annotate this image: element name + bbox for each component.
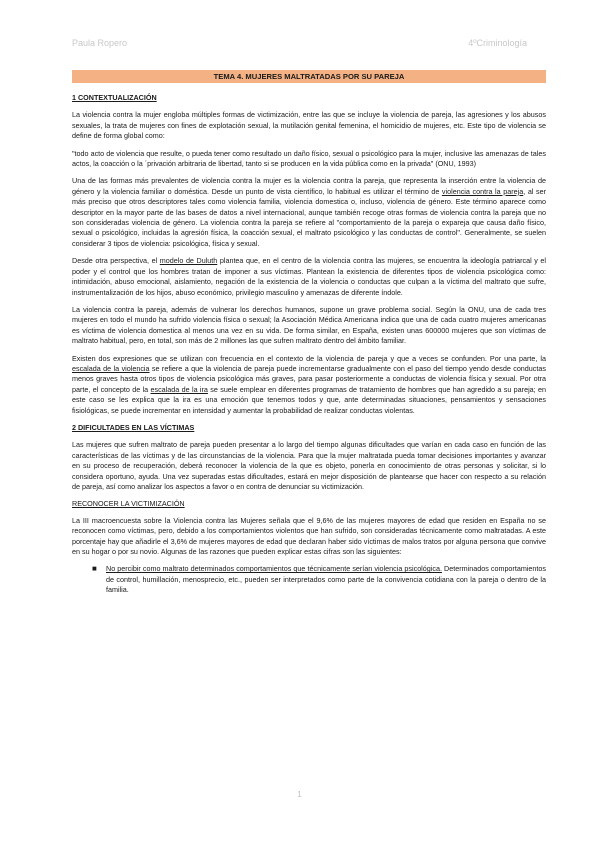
text-span: Una de las formas más prevalentes de violencia contra la mujer es la violencia contra la pareja, que representa la inserción entre la violencia de género y la violencia familiar o doméstica. Desde un punto de vista científico, lo habitual es utilizar el término de [72,176,546,196]
text-span: se suele emplear en diferentes programas de tratamiento de hombres que han agredido a su pareja; en este caso se les explica que la ira es una emoción que tenemos todos y que, ante determinadas situaciones, pensamientos y sensaciones fisiológicas, se puede incrementar en intensidad y aumentar la probabilidad de realizar conductas violentas. [72,384,547,415]
page-header [72,38,527,48]
section-heading-dificultades: 2 DIFICULTADES EN LAS VÍCTIMAS [72,422,195,432]
underlined-term: escalada de la violencia [72,363,150,373]
underlined-term: violencia contra la pareja [441,186,524,196]
text-span: Existen dos expresiones que se utilizan con frecuencia en el contexto de la violencia de pareja y que a veces se confunden. Por una parte, la [72,353,546,363]
paragraph [72,256,546,298]
text-span: plantea que, en el centro de la violencia contra las mujeres, se encuentra la ideología patriarcal y el poder y el control que los hombres tratan de imponer a sus víctimas. Plantean la existencia de diferentes tipos de violencia psicológica como: intimidación, abuso emocional, aislamiento, negación de la existencia de la violencia o conductas que culpan a la víctima del maltrato que sufre, instrumentalización de los hijos, abuso económico, privilegio masculino y amenazas de diferente índole. [72,256,547,297]
square-bullet-icon: ■ [92,564,97,574]
paragraph: La violencia contra la mujer engloba múltiples formas de victimización, entre las que se incluye la violencia de pareja, las agresiones y los abusos sexuales, la trata de mujeres con fines de explotación sexual, la mutilación genital femenina, el homicidio de mujeres, etc. Este tipo de violencia se define de forma global como: [72,110,546,141]
list-item [92,564,546,595]
document-body [72,70,546,596]
document-title: TEMA 4. MUJERES MALTRATADAS POR SU PAREJA [72,70,546,83]
text-span: , al ser más preciso que otros descriptores tales como violencia familia, violencia domestica o, incluso, violencia de género. Este término aparece como descriptor en la mayor parte de las bases de datos a nivel internacional, aunque también recoge otras formas de violencia contra la pareja que no son consideradas violencia de género. La violencia contra la pareja se refiere al "comportamiento de la pareja o expareja que causa daño físico, sexual o psicológico, incluidas la agresión física, la coacción sexual, el maltrato psicológico y las conductas de control". Generalmente, se suelen considerar 3 tipos de violencia: psicológica, física y sexual. [72,186,546,248]
header-author: Paula Ropero [72,38,128,48]
bullet-list [72,564,546,595]
paragraph [72,176,546,249]
paragraph: La violencia contra la pareja, además de vulnerar los derechos humanos, supone un grave problema social. Según la ONU, una de cada tres mujeres en todo el mundo ha sufrido violencia física o sexual; la Asociación Médica Americana indica que una de cada cuatro mujeres americanas es víctima de violencia domestica al menos una vez en su vida. De forma similar, en España, existen unas 600000 mujeres que son víctimas de maltrato habitual, pero, en total, son más de 2 millones las que sufren maltrato dentro del ámbito familiar. [72,304,546,346]
paragraph: La III macroencuesta sobre la Violencia contra las Mujeres señala que el 9,6% de las mujeres mayores de edad que residen en España no se reconocen como víctimas, pero, debido a los comportamientos violentos que han sufrido, son consideradas técnicamente como maltratadas. A este porcentaje hay que añadirle el 3,6% de mujeres mayores de edad que declaran haber sido víctimas de malos tratos por alguna persona que convive en su hogar o por su novio. Algunas de las razones que pueden explicar estas cifras son las siguientes: [72,515,546,557]
paragraph: Las mujeres que sufren maltrato de pareja pueden presentar a lo largo del tiempo algunas dificultades que varían en cada caso en función de las características de las víctimas y de las circunstancias de la violencia. Para que la mujer maltratada pueda tomar decisiones importantes y avanzar en su proceso de recuperación, deberá reconocer la violencia de la que es objeto, ponerla en conocimiento de otras personas y solicitar, si lo considera oportuno, ayuda. Una vez superadas estas dificultades, estará en mejor disposición de plantearse que hacer con respecto a su relación de pareja, así como analizar los aspectos a favor o en contra de denunciar su victimización. [72,440,546,491]
page-number: 1 [297,790,302,799]
paragraph [72,354,546,416]
quote-paragraph: "todo acto de violencia que resulte, o pueda tener como resultado un daño físico, sexual o psicológico para la mujer, inclusive las amenazas de tales actos, la coacción o la ´privación arbitraria de libertad, tanto si se producen en la vida pública como en la privada" (ONU, 1993) [72,148,546,169]
section-heading-contextualizacion: 1 CONTEXTUALIZACIÓN [72,93,157,102]
text-span: se refiere a que la violencia de pareja puede incrementarse gradualmente con el paso del tiempo yendo desde conductas menos graves hasta otros tipos de violencia psicológica más graves, para pasar posteriormente a conductas de violencia física y sexual. Por otra parte, el concepto de la [72,363,546,394]
bullet-text: Determinados comportamientos de control, humillación, menosprecio, etc., pueden ser interpretados como parte de la convivencia cotidiana con la pareja o dentro de la familia. [106,564,546,595]
subheading-reconocer: RECONOCER LA VICTIMIZACIÓN [72,499,185,509]
underlined-term: modelo de Duluth [159,256,218,266]
text-span: Desde otra perspectiva, el [72,256,160,266]
bullet-lead: No percibir como maltrato determinados comportamientos que técnicamente serían violencia psicológica. [106,564,442,574]
underlined-term: escalada de la ira [150,384,208,394]
header-course: 4ºCriminología [468,38,527,48]
